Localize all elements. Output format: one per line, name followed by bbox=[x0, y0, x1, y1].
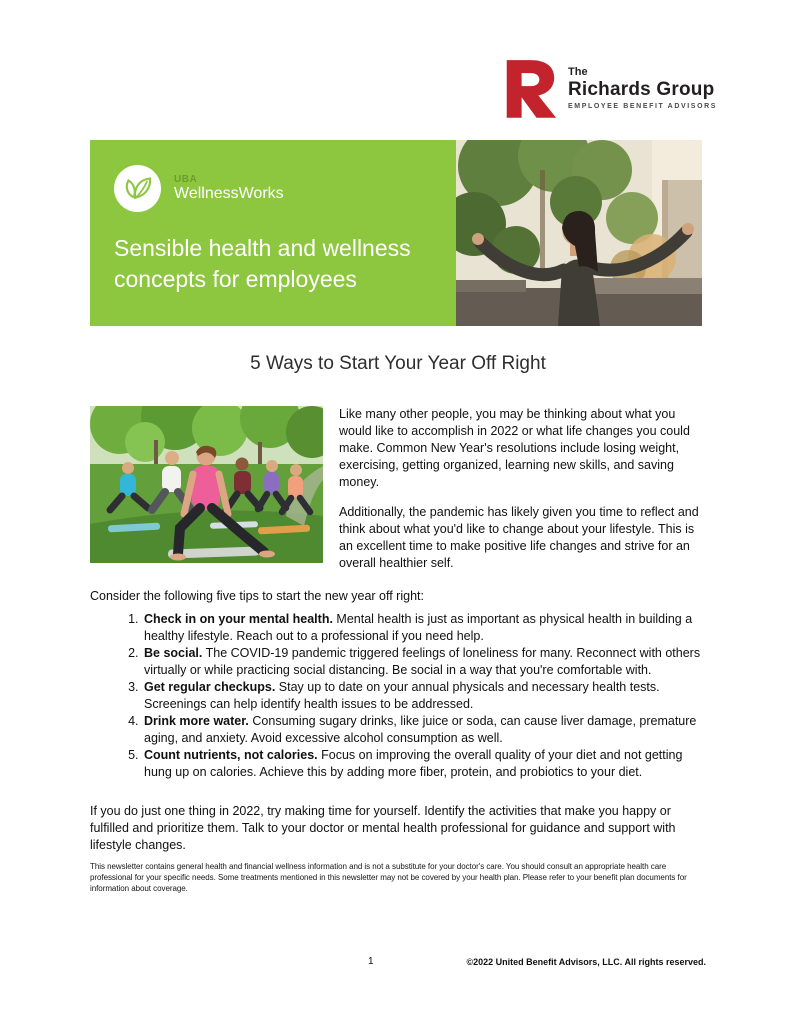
tip-lead: Be social. bbox=[144, 646, 203, 660]
tip-lead: Get regular checkups. bbox=[144, 680, 276, 694]
intro-text bbox=[339, 406, 706, 572]
wellness-banner bbox=[90, 140, 702, 326]
intro-paragraph-1: Like many other people, you may be thinking about what you would like to accomplish in 2022 or what life changes you could make. Common New Year's resolutions include losing weight, exercising, getting organized, learning new skills, and saving money. bbox=[339, 407, 690, 489]
brand-org: UBA bbox=[174, 173, 198, 185]
tip-body: Focus on improving the overall quality of your diet and not getting hung up on calories. Achieve this by adding more fiber, protein, and probiotics to your diet. bbox=[144, 748, 683, 779]
banner-heading: Sensible health and wellness concepts for employees bbox=[114, 235, 411, 292]
closing-paragraph: If you do just one thing in 2022, try making time for yourself. Identify the activities that make you happy or fulfilled and prioritize them. Talk to your doctor or mental health professional for guidance and support with lifestyle changes. bbox=[90, 804, 676, 852]
logo-the: The bbox=[568, 65, 588, 78]
richards-group-logo bbox=[503, 57, 717, 119]
tip-body: The COVID-19 pandemic triggered feelings of loneliness for many. Reconnect with others virtually or while practicing social distancing. Be social in a way that you're comfortable with. bbox=[144, 646, 701, 677]
brand-product: WellnessWorks bbox=[174, 185, 284, 203]
brand-labels bbox=[174, 174, 284, 204]
page-number: 1 bbox=[368, 956, 374, 967]
banner-green-panel bbox=[90, 140, 456, 326]
tip-body: Stay up to date on your annual physicals and necessary health tests. Screenings can help identify health issues to be addressed. bbox=[144, 680, 660, 711]
logo-tagline: EMPLOYEE BENEFIT ADVISORS bbox=[568, 102, 718, 110]
tip-item-3 bbox=[142, 679, 706, 713]
tip-item-1 bbox=[142, 611, 706, 645]
businesswoman-arms-outstretched-photo bbox=[456, 140, 702, 326]
tip-lead: Count nutrients, not calories. bbox=[144, 748, 318, 762]
tip-item-2 bbox=[142, 645, 706, 679]
consider-line: Consider the following five tips to start the new year off right: bbox=[90, 589, 424, 603]
tip-item-5 bbox=[142, 747, 706, 781]
logo-wordmark bbox=[568, 67, 717, 110]
tip-lead: Check in on your mental health. bbox=[144, 612, 333, 626]
tip-body: Mental health is just as important as physical health in building a healthy lifestyle. Reach out to a professional if you need help. bbox=[144, 612, 693, 643]
disclaimer-text: This newsletter contains general health and financial wellness information and is not a substitute for your doctor's care. You should consult an appropriate health care professional for your specific needs. Some treatments mentioned in this newsletter may not be covered by your health plan. Please refer to your benefit plan documents for information about coverage. bbox=[90, 862, 687, 894]
article-title: 5 Ways to Start Your Year Off Right bbox=[250, 353, 546, 374]
uba-wellnessworks-brand bbox=[114, 165, 456, 212]
tips-list bbox=[90, 611, 706, 781]
copyright-notice: ©2022 United Benefit Advisors, LLC. All rights reserved. bbox=[466, 957, 706, 967]
intro-section bbox=[90, 406, 706, 572]
tip-body: Consuming sugary drinks, like juice or soda, can cause liver damage, premature aging, and anxiety. Avoid excessive alcohol consumption as well. bbox=[144, 714, 697, 745]
tip-lead: Drink more water. bbox=[144, 714, 249, 728]
page-footer bbox=[90, 956, 706, 972]
leaf-icon bbox=[114, 165, 161, 212]
logo-company-name: Richards Group bbox=[568, 78, 715, 100]
richards-group-r-icon bbox=[503, 57, 557, 119]
intro-paragraph-2: Additionally, the pandemic has likely given you time to reflect and think about what you'd like to change about your lifestyle. This is an excellent time to make positive life changes and strive for an overall healthier self. bbox=[339, 505, 699, 570]
tip-item-4 bbox=[142, 713, 706, 747]
outdoor-yoga-class-photo bbox=[90, 406, 323, 563]
